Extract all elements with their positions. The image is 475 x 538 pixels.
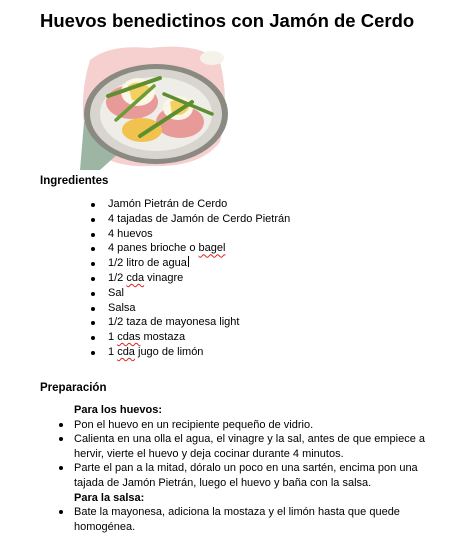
ingredients-list (91, 197, 290, 360)
ingredients-heading: Ingredientes (40, 175, 109, 187)
list-item: 1 cdas mostaza (91, 330, 290, 345)
list-item (91, 256, 290, 271)
list-item: Bate la mayonesa, adiciona la mostaza y el limón hasta que quede homogénea. (58, 505, 438, 534)
list-item-text: 1/2 litro de agua (108, 257, 187, 270)
text-cursor (188, 256, 189, 267)
eggs-steps-list (58, 418, 438, 491)
spellcheck-flag: cda (126, 271, 145, 284)
list-item: 1/2 cda vinagre (91, 271, 290, 286)
list-item: 4 tajadas de Jamón de Cerdo Pietrán (91, 212, 290, 227)
preparation-section (58, 403, 438, 534)
list-item: 4 panes brioche o bagel (91, 241, 290, 256)
list-item: 4 huevos (91, 227, 290, 242)
spellcheck-flag: cda (117, 345, 135, 358)
spellcheck-flag: bagel (198, 242, 226, 255)
spellcheck-flag: cdas (117, 331, 141, 344)
list-item: Sal (91, 286, 290, 301)
sauce-steps-list (58, 505, 438, 534)
list-item: 1/2 taza de mayonesa light (91, 315, 290, 330)
list-item: 1 cda jugo de limón (91, 345, 290, 360)
eggs-subheading: Para los huevos: (74, 404, 163, 416)
recipe-title: Huevos benedictinos con Jamón de Cerdo (40, 10, 415, 31)
sauce-subheading: Para la salsa: (74, 491, 145, 504)
list-item: Pon el huevo en un recipiente pequeño de vidrio. (58, 418, 438, 433)
list-item: Parte el pan a la mitad, dóralo un poco en una sartén, encima pon una tajada de Jamón Pietrán, luego el huevo y baña con la salsa. (58, 461, 438, 490)
preparation-heading: Preparación (40, 382, 107, 394)
list-item: Calienta en una olla el agua, el vinagre y la sal, antes de que empiece a hervir, vierte el huevo y deja cocinar durante 4 minutos. (58, 432, 438, 461)
list-item: Jamón Pietrán de Cerdo (91, 197, 290, 212)
dish-photo (80, 42, 230, 170)
list-item: Salsa (91, 301, 290, 316)
